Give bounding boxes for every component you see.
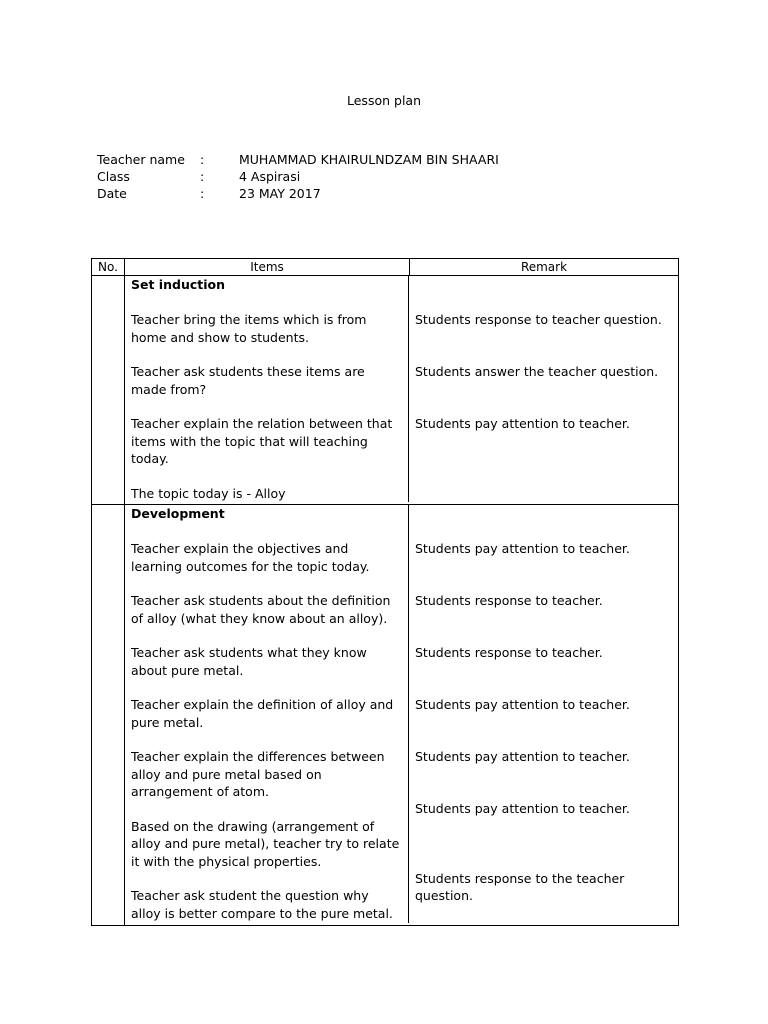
meta-colon: : xyxy=(200,152,205,167)
items-column xyxy=(125,276,409,502)
items-column xyxy=(125,505,409,923)
item-text: Teacher ask students about the definition of alloy (what they know about an alloy). xyxy=(131,593,391,626)
meta-value: MUHAMMAD KHAIRULNDZAM BIN SHAARI xyxy=(239,152,499,167)
meta-colon: : xyxy=(200,169,205,184)
lesson-plan-table xyxy=(91,258,679,926)
remark-spacer xyxy=(415,505,672,540)
meta-label: Teacher name xyxy=(97,152,185,167)
item-text: The topic today is - Alloy xyxy=(131,485,286,501)
section-cell xyxy=(125,505,679,926)
remark-text: Students pay attention to teacher. xyxy=(415,416,630,431)
item-text: Teacher bring the items which is from home and show to students. xyxy=(131,312,367,345)
item-text: Teacher ask students these items are made from? xyxy=(131,364,365,397)
item-text: Teacher ask student the question why alloy is better compare to the pure metal. xyxy=(131,888,393,921)
remark-column xyxy=(409,505,678,923)
section-heading: Set induction xyxy=(131,277,225,292)
meta-row-class xyxy=(97,168,499,185)
remark-text: Students response to teacher. xyxy=(415,593,603,608)
remark-text: Students response to teacher. xyxy=(415,645,603,660)
row-number-cell xyxy=(92,505,125,926)
table-row xyxy=(92,276,679,505)
table-header-row xyxy=(92,259,679,276)
meta-label: Date xyxy=(97,186,127,201)
meta-colon: : xyxy=(200,186,205,201)
remark-text: Students pay attention to teacher. xyxy=(415,801,630,816)
item-text: Teacher explain the definition of alloy and pure metal. xyxy=(131,697,394,730)
remark-column xyxy=(409,276,678,502)
remark-text: Students response to teacher question. xyxy=(415,312,662,327)
item-text: Teacher explain the relation between that items with the topic that will teaching today. xyxy=(131,416,393,466)
item-text: Teacher explain the differences between alloy and pure metal based on arrangement of atom. xyxy=(131,749,385,799)
header-items: Items xyxy=(125,259,410,276)
lesson-meta xyxy=(97,151,499,202)
document-title: Lesson plan xyxy=(347,93,421,108)
remark-spacer xyxy=(415,276,672,311)
remark-text: Students pay attention to teacher. xyxy=(415,541,630,556)
meta-row-date xyxy=(97,185,499,202)
remark-text: Students pay attention to teacher. xyxy=(415,697,630,712)
header-remark: Remark xyxy=(410,259,679,276)
meta-value: 23 MAY 2017 xyxy=(239,186,321,201)
item-text: Based on the drawing (arrangement of alloy and pure metal), teacher try to relate it with the physical properties. xyxy=(131,818,400,869)
meta-row-teacher xyxy=(97,151,499,168)
section-cell xyxy=(125,276,679,505)
item-text: Teacher explain the objectives and learning outcomes for the topic today. xyxy=(131,541,370,574)
item-text: Teacher ask students what they know about pure metal. xyxy=(131,645,367,678)
meta-value: 4 Aspirasi xyxy=(239,169,301,184)
remark-text: Students answer the teacher question. xyxy=(415,364,659,379)
table-row xyxy=(92,505,679,926)
meta-label: Class xyxy=(97,169,130,184)
remark-text: Students pay attention to teacher. xyxy=(415,749,630,764)
row-number-cell xyxy=(92,276,125,505)
header-no: No. xyxy=(92,259,125,276)
section-heading: Development xyxy=(131,506,225,521)
remark-text: Students response to the teacher question. xyxy=(415,870,625,903)
